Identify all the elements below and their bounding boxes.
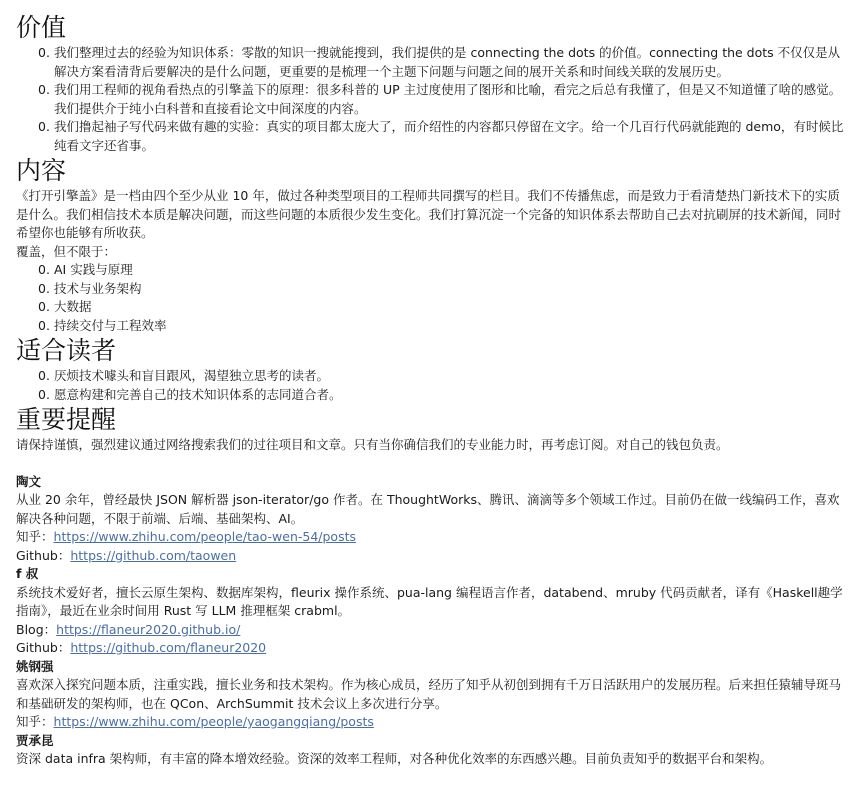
link-label: Github：	[16, 547, 71, 563]
list-item-text: 我们整理过去的经验为知识体系：零散的知识一搜就能搜到，我们提供的是 connecting the dots 的价值。connecting the dots 不仅仅是从解决方案看清背后要解决的是什么问题，更重要的是梳理一个主题下问题与问题之间的展开关系和时间线关联的发展历史。	[54, 45, 841, 79]
author-name: 姚钢强	[16, 658, 54, 674]
list-item-text: 我们撸起袖子写代码来做有趣的实验：真实的项目都太庞大了，而介绍性的内容都只停留在文字。给一个几百行代码就能跑的 demo，有时候比纯看文字还省事。	[54, 119, 844, 153]
list-marker: 0.	[38, 317, 50, 333]
list-item	[16, 261, 844, 280]
list-marker: 0.	[38, 280, 50, 296]
reminder-text: 请保持谨慎，强烈建议通过网络搜索我们的过往项目和文章。只有当你确信我们的专业能力时，再考虑订阅。对自己的钱包负责。	[16, 437, 729, 452]
author-bio: 喜欢深入探究问题本质，注重实践，擅长业务和技术架构。作为核心成员，经历了知乎从初创到拥有千万日活跃用户的发展历程。后来担任猿辅导斑马和基础研发的架构师，也在 QCon、ArchSummit 技术会议上多次进行分享。	[16, 677, 842, 711]
list-marker: 0.	[38, 82, 50, 97]
zhihu-link[interactable]: https://www.zhihu.com/people/yaogangqiang/posts	[53, 714, 374, 729]
list-marker: 0.	[38, 262, 50, 277]
list-marker: 0.	[38, 386, 50, 402]
author-bio: 系统技术爱好者，擅长云原生架构、数据库架构，fleurix 操作系统、pua-lang 编程语言作者，databend、mruby 代码贡献者，译有《Haskell趣学指南》，最近在业余时间用 Rust 写 LLM 推理框架 crabml。	[16, 584, 843, 618]
list-item	[16, 386, 844, 405]
list-marker: 0.	[38, 45, 50, 60]
author-link-row	[16, 621, 844, 640]
coverage-label: 覆盖，但不限于：	[16, 243, 117, 259]
coverage-list	[16, 261, 844, 335]
author-link-row	[16, 547, 844, 566]
zhihu-link[interactable]: https://www.zhihu.com/people/tao-wen-54/posts	[53, 529, 357, 544]
list-item-text: 我们用工程师的视角看热点的引擎盖下的原理：很多科普的 UP 主过度使用了图形和比喻，看完之后总有我懂了，但是又不知道懂了啥的感觉。我们提供介于纯小白科普和直接看论文中间深度的内容。	[54, 82, 842, 116]
author-link-row	[16, 639, 844, 658]
author-block-jiachengkun	[16, 732, 844, 769]
list-item	[16, 118, 844, 155]
author-block-taowen	[16, 473, 844, 566]
link-label: 知乎：	[16, 529, 54, 544]
list-marker: 0.	[38, 299, 50, 314]
link-label: 知乎：	[16, 714, 54, 729]
list-item-text: 大数据	[54, 299, 92, 314]
list-marker: 0.	[38, 368, 50, 383]
blog-link[interactable]: https://flaneur2020.github.io/	[56, 621, 241, 637]
content-intro: 《打开引擎盖》是一档由四个至少从业 10 年，做过各种类型项目的工程师共同撰写的栏目。我们不传播焦虑，而是致力于看清楚热门新技术下的实质是什么。我们相信技术本质是解决问题，而这些问题的本质很少发生变化。我们打算沉淀一个完备的知识体系去帮助自己去对抗刷屏的技术新闻，同时希望你也能够有所收获。	[16, 188, 842, 240]
list-item	[16, 367, 844, 386]
author-block-fshu	[16, 565, 844, 658]
list-item-text: 愿意构建和完善自己的技术知识体系的志同道合者。	[54, 386, 342, 402]
list-item	[16, 298, 844, 317]
section-title-content: 内容	[16, 156, 67, 185]
list-item	[16, 317, 844, 336]
author-link-row	[16, 528, 844, 547]
list-item-text: 厌烦技术噱头和盲目跟风，渴望独立思考的读者。	[54, 368, 330, 383]
value-list	[16, 44, 844, 155]
list-marker: 0.	[38, 119, 50, 134]
list-item-text: 持续交付与工程效率	[54, 317, 167, 333]
author-bio: 从业 20 余年，曾经最快 JSON 解析器 json-iterator/go 作者。在 ThoughtWorks、腾讯、滴滴等多个领域工作过。目前仍在做一线编码工作，喜欢解决各种问题，不限于前端、后端、基础架构、AI。	[16, 492, 840, 526]
author-name: f 叔	[16, 566, 39, 581]
section-title-readers: 适合读者	[16, 336, 117, 365]
spacer	[16, 455, 844, 473]
github-link[interactable]: https://github.com/flaneur2020	[70, 640, 267, 655]
author-block-yaogangqiang	[16, 658, 844, 732]
link-label: Github：	[16, 640, 71, 655]
section-title-value: 价值	[16, 13, 67, 42]
list-item-text: 技术与业务架构	[54, 280, 142, 296]
author-name: 贾承昆	[16, 732, 54, 748]
link-label: Blog：	[16, 621, 57, 637]
list-item	[16, 81, 844, 118]
list-item	[16, 44, 844, 81]
author-bio: 资深 data infra 架构师，有丰富的降本增效经验。资深的效率工程师，对各种优化效率的东西感兴趣。目前负责知乎的数据平台和架构。	[16, 751, 773, 766]
readers-list	[16, 367, 844, 404]
list-item	[16, 280, 844, 299]
author-name: 陶文	[16, 473, 42, 489]
list-item-text: AI 实践与原理	[54, 262, 133, 277]
section-title-reminder: 重要提醒	[16, 405, 117, 434]
author-link-row	[16, 713, 844, 732]
github-link[interactable]: https://github.com/taowen	[70, 547, 237, 563]
